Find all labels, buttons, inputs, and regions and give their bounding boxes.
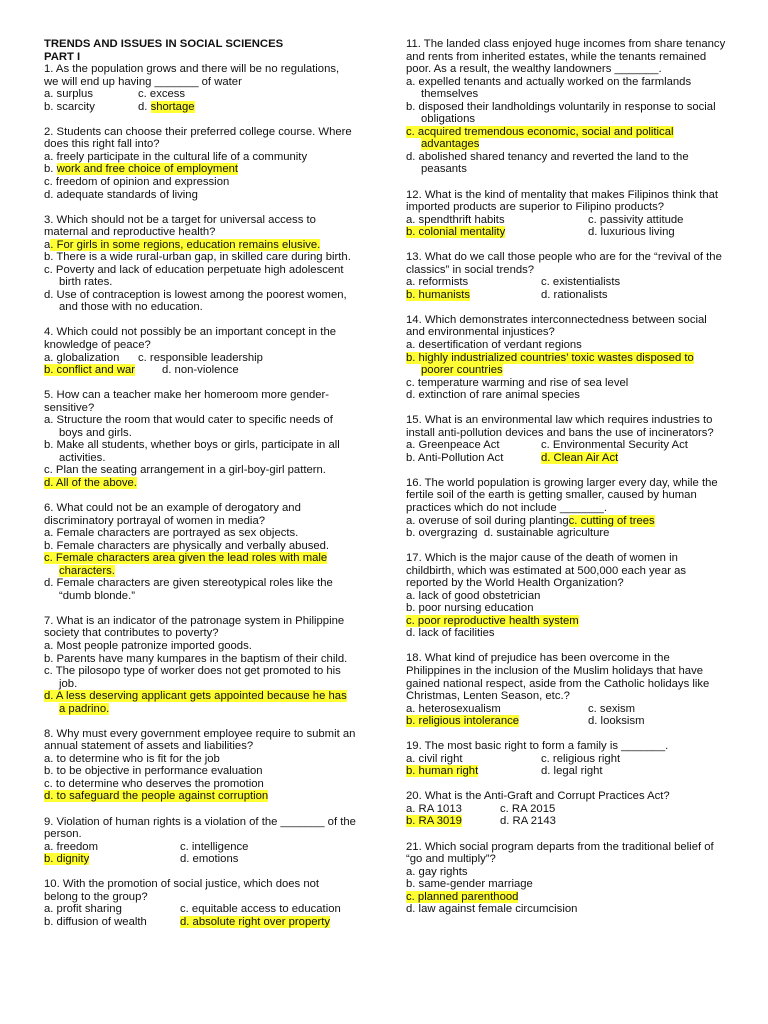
option-a: a. gay rights (406, 865, 468, 878)
option-c: c. to determine who deserves the promotion (44, 777, 264, 790)
option-b: b. scarcity (44, 100, 95, 113)
option-c: c. cutting of trees (568, 514, 655, 527)
option-c: c. acquired tremendous economic, social and political advantages (406, 125, 674, 151)
question-16 (406, 477, 726, 540)
question-text: 15. What is an environmental law which requires industries to install anti-pollution devices and bans the use of incinerators? (406, 414, 714, 439)
question-text: 8. Why must every government employee require to submit an annual statement of assets and liabilities? (44, 727, 356, 753)
option-b: b. same-gender marriage (406, 878, 533, 891)
option-a: a. reformists (406, 276, 469, 289)
question-9 (44, 816, 356, 866)
question-10 (44, 878, 356, 928)
option-b: b. human right (406, 765, 479, 778)
question-4 (44, 326, 356, 376)
option-a: a. desertification of verdant regions (406, 338, 582, 351)
question-18 (406, 652, 726, 727)
option-a: a. expelled tenants and actually worked on the farmlands themselves (406, 75, 692, 101)
option-b: b. colonial mentality (406, 226, 506, 239)
question-1 (44, 63, 356, 113)
option-a: a. Greenpeace Act (406, 439, 500, 452)
option-a: a. heterosexualism (406, 702, 501, 715)
option-a: a. spendthrift habits (406, 213, 505, 226)
option-c: c. The pilosopo type of worker does not get promoted to his job. (44, 665, 341, 690)
option-a: a. Structure the room that would cater to specific needs of boys and girls. (44, 414, 333, 439)
question-13 (406, 251, 726, 301)
option-d: d. looksism (588, 715, 645, 728)
option-c: c. existentialists (541, 276, 621, 289)
question-6 (44, 502, 356, 602)
option-b: b. overgrazing (406, 527, 478, 540)
option-c: c. excess (138, 88, 186, 101)
option-b: b. Anti-Pollution Act (406, 451, 504, 464)
option-b: b. to be objective in performance evaluation (44, 765, 263, 778)
option-a: a. to determine who is fit for the job (44, 752, 220, 765)
option-d: d. All of the above. (44, 476, 137, 489)
right-column (406, 38, 726, 916)
question-11 (406, 38, 726, 176)
question-text: 10. With the promotion of social justice, which does not belong to the group? (44, 878, 320, 903)
question-text: 11. The landed class enjoyed huge incomes from share tenancy and rents from inherited estates, while the tenants remained poor. As a result, the wealthy landowners _______. (406, 38, 726, 76)
option-b: b. conflict and war (44, 364, 136, 377)
option-d: d. luxurious living (588, 226, 675, 239)
option-a: a. RA 1013 (406, 802, 462, 815)
option-d: d. shortage (138, 100, 195, 113)
option-b: b. highly industrialized countries’ toxic wastes disposed to poorer countries (406, 351, 694, 377)
option-b: b. dignity (44, 853, 90, 866)
question-text: 12. What is the kind of mentality that makes Filipinos think that imported products are superior to Filipino products? (406, 188, 719, 214)
option-d: d. legal right (541, 765, 603, 778)
option-d: d. Use of contraception is lowest among the poorest women, and those with no education. (44, 288, 347, 314)
option-a: a. freely participate in the cultural life of a community (44, 150, 308, 163)
option-d: d. non-violence (162, 364, 239, 377)
question-text: 16. The world population is growing larger every day, while the fertile soil of the earth is getting smaller, caused by human practices which do not include _______. (406, 476, 718, 514)
option-c: c. Female characters area given the lead roles with male characters. (44, 552, 328, 577)
question-14 (406, 314, 726, 402)
option-d: d. Female characters are given stereotypical roles like the “dumb blonde.” (44, 577, 333, 602)
question-text: 19. The most basic right to form a family is _______. (406, 740, 669, 753)
option-b: b. work and free choice of employment (44, 163, 239, 176)
question-7 (44, 615, 356, 715)
part-heading: PART I (44, 50, 81, 63)
option-d: d. RA 2143 (500, 815, 556, 828)
option-c: c. sexism (588, 702, 636, 715)
option-d: d. Clean Air Act (541, 451, 619, 464)
question-text: 17. Which is the major cause of the death of women in childbirth, which was estimated at 500,000 each year as reported by the World Health Organization? (406, 552, 687, 590)
option-b: b. Make all students, whether boys or girls, participate in all activities. (44, 439, 340, 464)
option-c: c. Plan the seating arrangement in a girl-boy-girl pattern. (44, 464, 326, 477)
option-a: a. For girls in some regions, education remains elusive. (44, 238, 321, 251)
question-text: 6. What could not be an example of derogatory and discriminatory portrayal of women in media? (44, 502, 301, 527)
option-d: d. extinction of rare animal species (406, 389, 580, 402)
question-20 (406, 790, 726, 828)
option-a: a. surplus (44, 88, 93, 101)
option-a: a. Most people patronize imported goods. (44, 639, 252, 652)
highlighted-answer: shortage (150, 100, 195, 113)
question-3 (44, 214, 356, 314)
option-c: c. intelligence (180, 840, 249, 853)
option-d: d. absolute right over property (180, 915, 331, 928)
question-text: 14. Which demonstrates interconnectedness between social and environmental injustices? (406, 313, 707, 339)
question-text: 1. As the population grows and there will be no regulations, we will end up having _______ of water (44, 63, 340, 88)
option-b: b. Female characters are physically and verbally abused. (44, 539, 330, 552)
option-c: c. planned parenthood (406, 890, 519, 903)
option-c: c. temperature warming and rise of sea level (406, 376, 629, 389)
option-d: d. A less deserving applicant gets appointed because he has a padrino. (44, 690, 347, 715)
option-c: c. RA 2015 (500, 802, 556, 815)
option-c: c. Environmental Security Act (541, 439, 688, 452)
option-d: d. to safeguard the people against corruption (44, 790, 269, 803)
question-text: 21. Which social program departs from the traditional belief of “go and multiply”? (406, 840, 714, 866)
question-12 (406, 189, 726, 239)
option-a: a. profit sharing (44, 903, 122, 916)
question-text: 18. What kind of prejudice has been overcome in the Philippines in the inclusion of the Muslim holidays that have gained national respect, aside from the Catholic holidays like Christmas, Lenten Season, etc.? (406, 652, 710, 703)
option-d: d. adequate standards of living (44, 188, 198, 201)
question-text: 7. What is an indicator of the patronage system in Philippine society that contributes to poverty? (44, 614, 345, 640)
highlighted-answer: work and free choice of employment (56, 163, 239, 176)
option-c: c. responsible leadership (138, 351, 263, 364)
option-a: a. civil right (406, 752, 463, 765)
option-a: a. lack of good obstetrician (406, 589, 541, 602)
question-text: 20. What is the Anti-Graft and Corrupt Practices Act? (406, 790, 670, 803)
option-b: b. poor nursing education (406, 602, 534, 615)
option-d: d. sustainable agriculture (483, 527, 610, 540)
highlighted-answer: . For girls in some regions, education remains elusive. (50, 238, 321, 251)
question-5 (44, 389, 356, 489)
option-b: b. humanists (406, 288, 471, 301)
option-a: a. globalization (44, 351, 120, 364)
option-a: a. Female characters are portrayed as sex objects. (44, 527, 299, 540)
option-b: b. Parents have many kumpares in the baptism of their child. (44, 652, 348, 665)
option-a: a. overuse of soil during planting (406, 514, 569, 527)
question-2 (44, 126, 356, 201)
question-15 (406, 414, 726, 464)
option-b: b. There is a wide rural-urban gap, in skilled care during birth. (44, 251, 351, 264)
option-c: c. poor reproductive health system (406, 614, 579, 627)
question-text: 9. Violation of human rights is a violation of the _______ of the person. (44, 815, 356, 841)
question-19 (406, 740, 726, 778)
option-b: b. religious intolerance (406, 715, 520, 728)
option-d: d. rationalists (541, 288, 608, 301)
option-c: c. Poverty and lack of education perpetuate high adolescent birth rates. (44, 263, 344, 289)
question-21 (406, 841, 726, 916)
question-17 (406, 552, 726, 640)
option-d: d. abolished shared tenancy and reverted the land to the peasants (406, 150, 689, 176)
question-text: 3. Which should not be a target for universal access to maternal and reproductive health? (44, 213, 316, 239)
question-text: 13. What do we call those people who are for the “revival of the classics” in social trends? (406, 251, 722, 276)
question-text: 2. Students can choose their preferred college course. Where does this right fall into? (44, 125, 352, 151)
option-c: c. freedom of opinion and expression (44, 175, 230, 188)
option-d: d. lack of facilities (406, 627, 495, 640)
option-c: c. passivity attitude (588, 213, 684, 226)
option-b: b. diffusion of wealth (44, 915, 147, 928)
option-d: d. emotions (180, 853, 239, 866)
option-c: c. religious right (541, 752, 621, 765)
question-8 (44, 728, 356, 803)
page-title: TRENDS AND ISSUES IN SOCIAL SCIENCES (44, 38, 284, 50)
left-column (44, 38, 356, 928)
option-d: d. law against female circumcision (406, 903, 578, 916)
option-b: b. disposed their landholdings voluntarily in response to social obligations (406, 100, 716, 126)
question-text: 4. Which could not possibly be an important concept in the knowledge of peace? (44, 326, 337, 351)
question-text: 5. How can a teacher make her homeroom more gender-sensitive? (44, 389, 330, 414)
option-b: b. RA 3019 (406, 815, 462, 828)
option-c: c. equitable access to education (180, 903, 341, 916)
option-a: a. freedom (44, 840, 99, 853)
